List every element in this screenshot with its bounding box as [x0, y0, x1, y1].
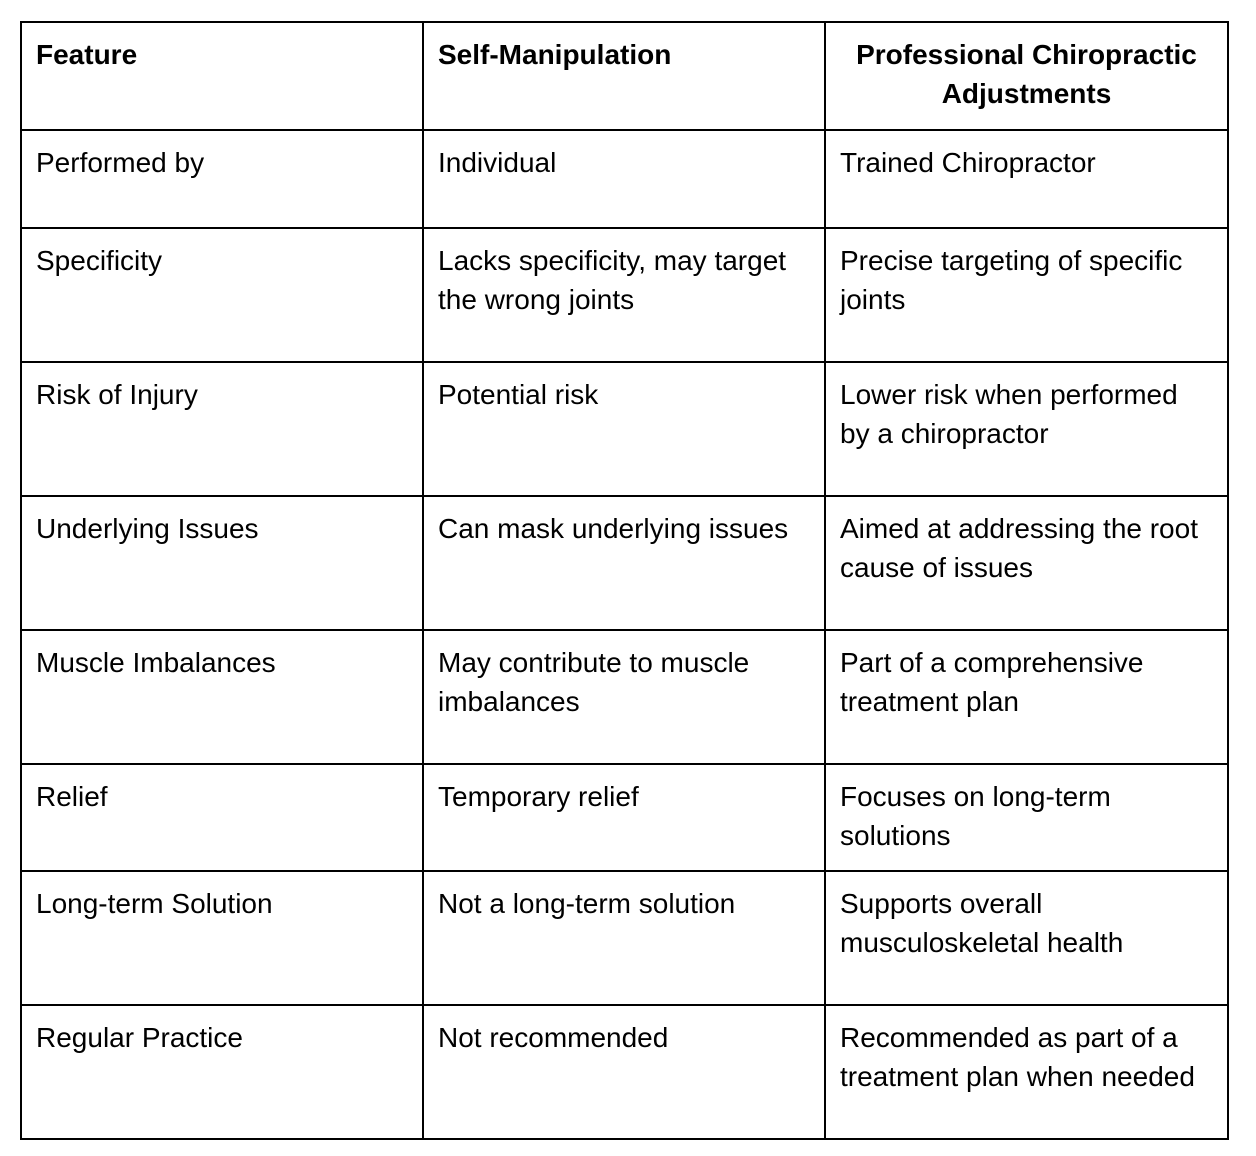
table-row: [21, 362, 1228, 496]
self-manipulation-cell: Not recommended: [423, 1005, 825, 1139]
professional-cell: Lower risk when performed by a chiropractor: [825, 362, 1228, 496]
table-row: [21, 764, 1228, 871]
feature-cell: Performed by: [21, 130, 423, 228]
table-row: [21, 228, 1228, 362]
header-professional-chiropractic: Professional Chiropractic Adjustments: [825, 22, 1228, 130]
feature-cell: Risk of Injury: [21, 362, 423, 496]
header-self-manipulation: Self-Manipulation: [423, 22, 825, 130]
feature-cell: Regular Practice: [21, 1005, 423, 1139]
self-manipulation-cell: Temporary relief: [423, 764, 825, 871]
feature-cell: Long-term Solution: [21, 871, 423, 1005]
header-row: [21, 22, 1228, 130]
professional-cell: Part of a comprehensive treatment plan: [825, 630, 1228, 764]
feature-cell: Muscle Imbalances: [21, 630, 423, 764]
professional-cell: Precise targeting of specific joints: [825, 228, 1228, 362]
header-feature: Feature: [21, 22, 423, 130]
table-row: [21, 1005, 1228, 1139]
professional-cell: Focuses on long-term solutions: [825, 764, 1228, 871]
self-manipulation-cell: Potential risk: [423, 362, 825, 496]
table-row: [21, 871, 1228, 1005]
professional-cell: Recommended as part of a treatment plan when needed: [825, 1005, 1228, 1139]
feature-cell: Underlying Issues: [21, 496, 423, 630]
self-manipulation-cell: Not a long-term solution: [423, 871, 825, 1005]
self-manipulation-cell: Lacks specificity, may target the wrong joints: [423, 228, 825, 362]
table-row: [21, 496, 1228, 630]
self-manipulation-cell: Can mask underlying issues: [423, 496, 825, 630]
professional-cell: Supports overall musculoskeletal health: [825, 871, 1228, 1005]
feature-cell: Relief: [21, 764, 423, 871]
comparison-table: [20, 21, 1229, 1140]
self-manipulation-cell: May contribute to muscle imbalances: [423, 630, 825, 764]
feature-cell: Specificity: [21, 228, 423, 362]
self-manipulation-cell: Individual: [423, 130, 825, 228]
professional-cell: Aimed at addressing the root cause of issues: [825, 496, 1228, 630]
professional-cell: Trained Chiropractor: [825, 130, 1228, 228]
table-row: [21, 130, 1228, 228]
table-row: [21, 630, 1228, 764]
